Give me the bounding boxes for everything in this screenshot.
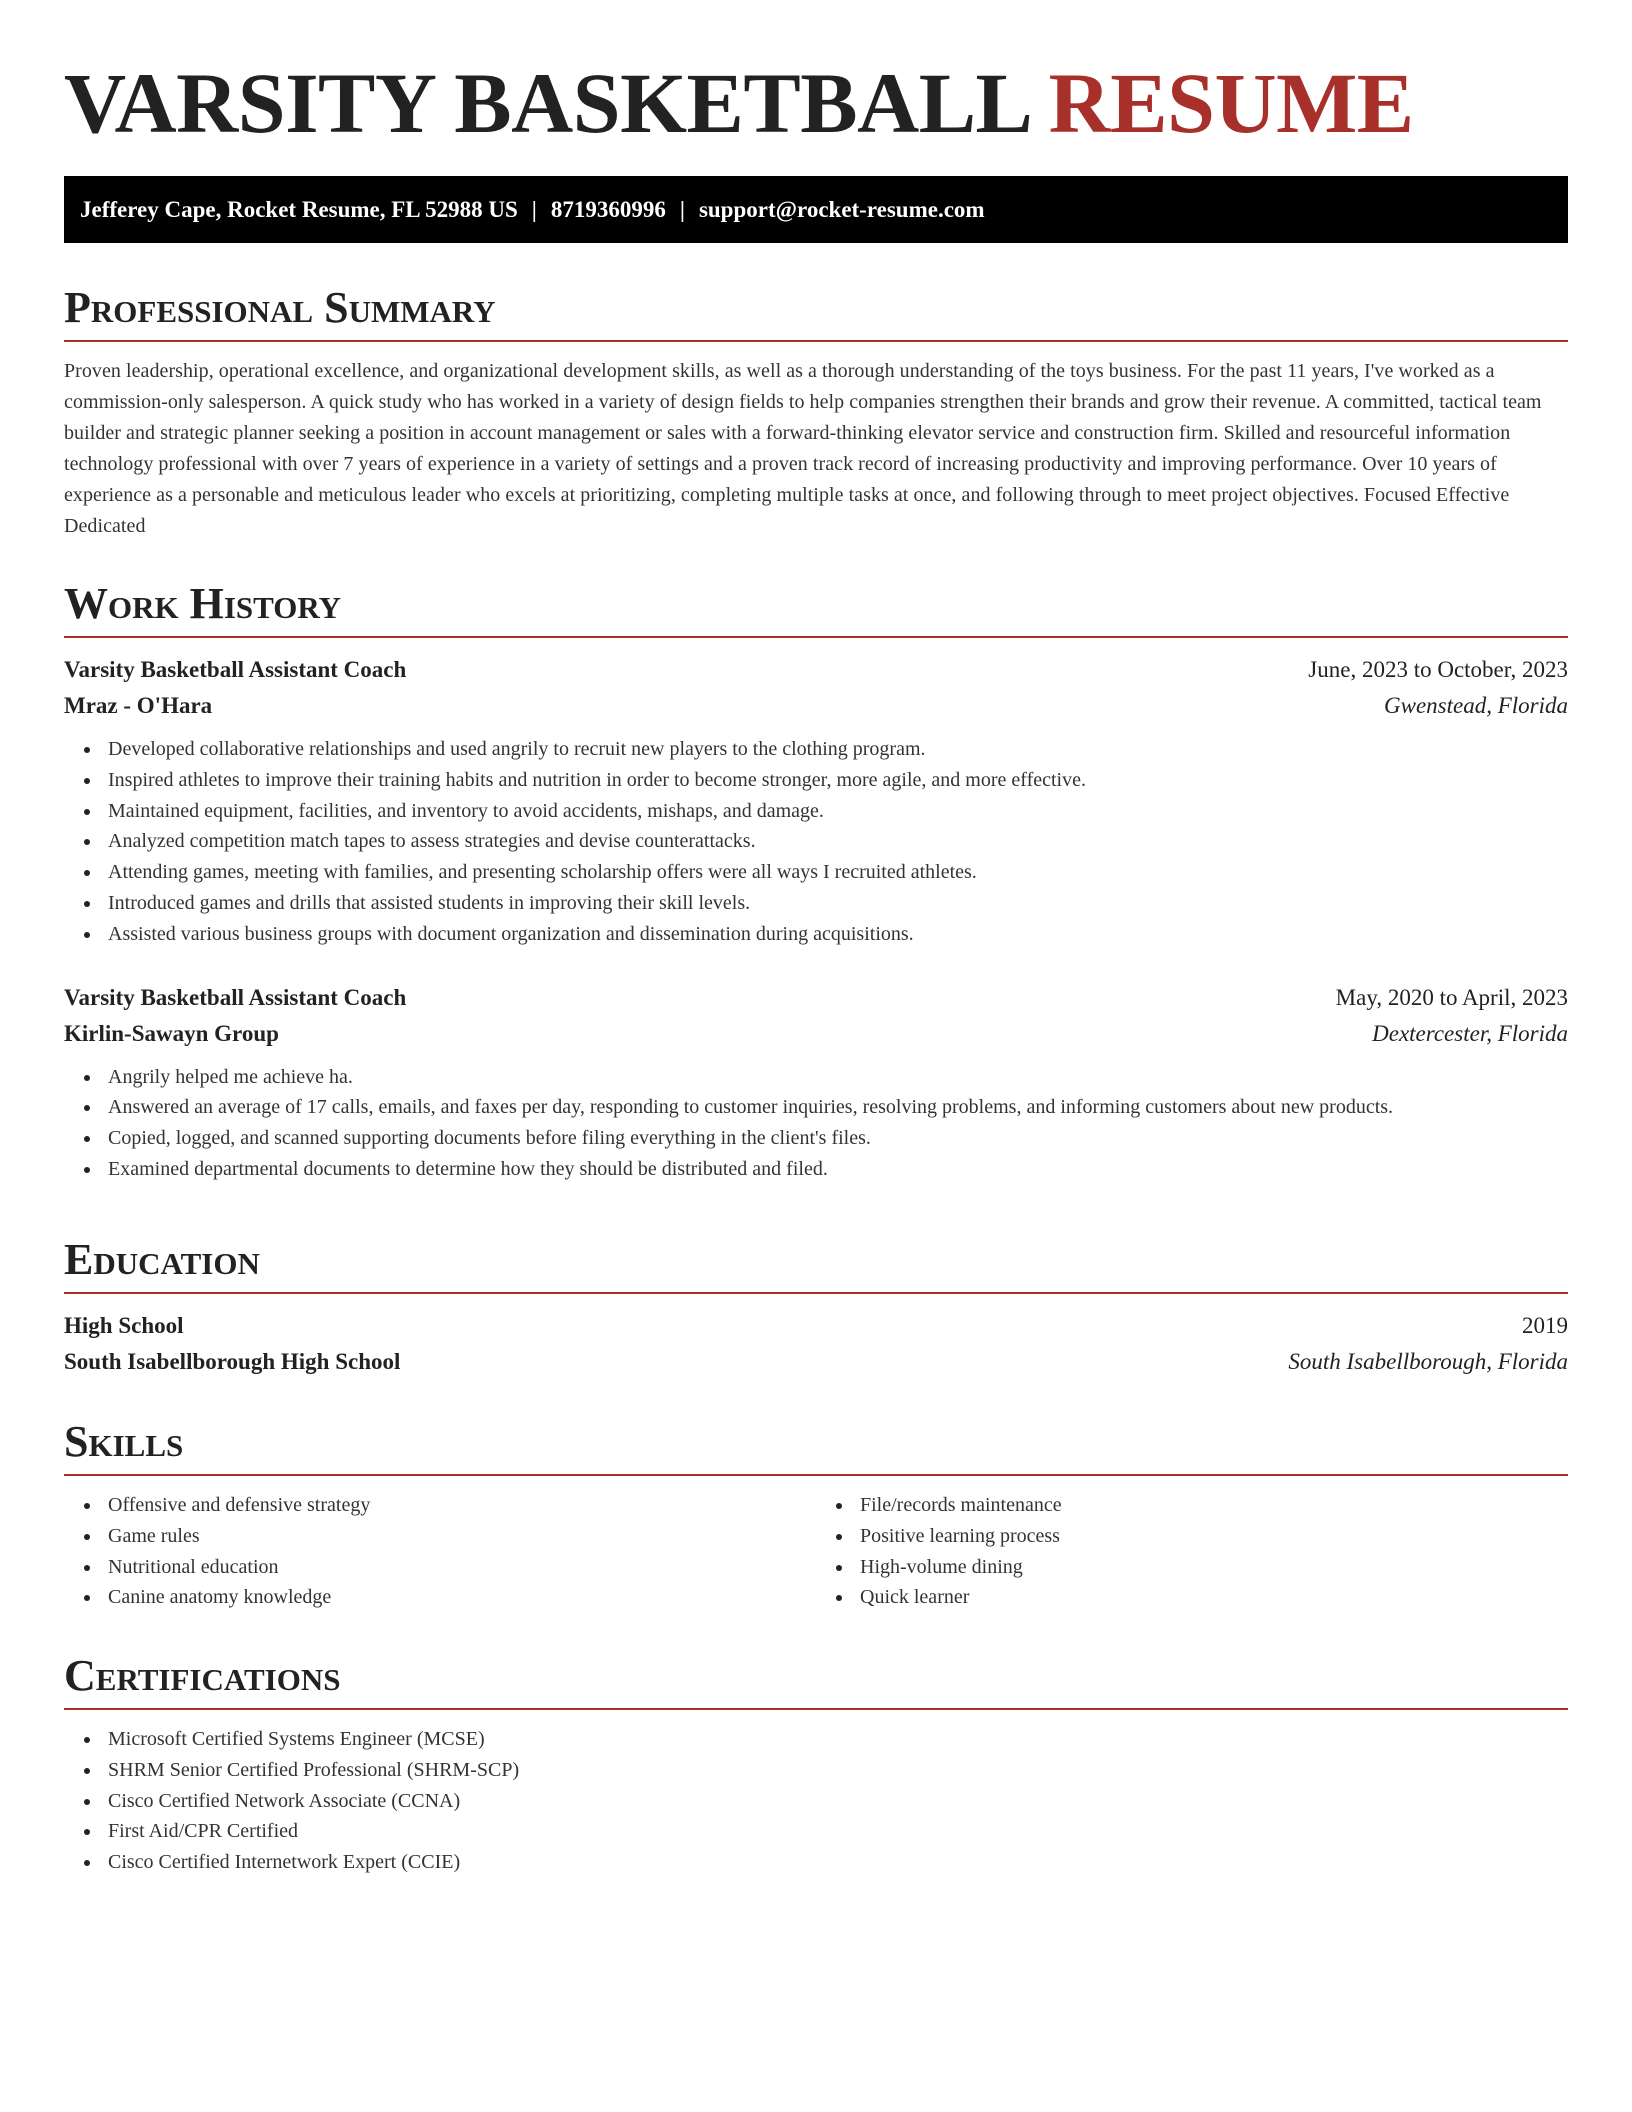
skill-item: Nutritional education xyxy=(108,1552,816,1583)
certifications-list xyxy=(64,1724,1568,1878)
summary-text: Proven leadership, operational excellence, and organizational development skills, as well as a thorough understanding of the toys business. For the past 11 years, I've worked as a commission-only salesperson. A quick study who has worked in a variety of design fields to help companies strengthen their brands and grow their revenue. A committed, tactical team builder and strategic planner seeking a position in account management or sales with a forward-thinking elevator service and construction firm. Skilled and resourceful information technology professional with over 7 years of experience in a variety of settings and a proven track record of increasing productivity and improving performance. Over 10 years of experience as a personable and meticulous leader who excels at prioritizing, completing multiple tasks at once, and following through to meet project objectives. Focused Effective Dedicated xyxy=(64,360,1542,537)
job-company: Mraz - O'Hara xyxy=(64,693,213,718)
work-history-section xyxy=(64,576,1568,1185)
job-bullets xyxy=(64,1062,1568,1185)
job-bullet: Developed collaborative relationships and used angrily to recruit new players to the clothing program. xyxy=(108,734,1568,765)
job-dates: May, 2020 to April, 2023 xyxy=(1335,984,1568,1010)
job-title: Varsity Basketball Assistant Coach xyxy=(64,657,407,682)
job-company-row xyxy=(64,1016,1568,1052)
job-bullet: Maintained equipment, facilities, and inventory to avoid accidents, mishaps, and damage. xyxy=(108,796,1568,827)
skill-item: Offensive and defensive strategy xyxy=(108,1490,816,1521)
job-bullet: Answered an average of 17 calls, emails, and faxes per day, responding to customer inquiries, resolving problems, and informing customers about new products. xyxy=(108,1092,1568,1123)
certification-item: Microsoft Certified Systems Engineer (MCSE) xyxy=(108,1724,1568,1755)
job-bullet: Examined departmental documents to determine how they should be distributed and filed. xyxy=(108,1154,1568,1185)
education-section xyxy=(64,1232,1568,1380)
contact-bar xyxy=(64,176,1568,243)
certifications-heading: Certifications xyxy=(64,1648,1568,1710)
title-accent: RESUME xyxy=(1048,55,1414,151)
title-main: VARSITY BASKETBALL xyxy=(64,55,1028,151)
skills-section xyxy=(64,1414,1568,1613)
job-title-row xyxy=(64,980,1568,1016)
contact-email: support@rocket-resume.com xyxy=(698,197,985,222)
skill-item: High-volume dining xyxy=(860,1552,1568,1583)
resume-page xyxy=(64,0,1568,1874)
job-bullet: Copied, logged, and scanned supporting documents before filing everything in the client's files. xyxy=(108,1123,1568,1154)
job-bullet: Attending games, meeting with families, and presenting scholarship offers were all ways I recruited athletes. xyxy=(108,857,1568,888)
education-school-row xyxy=(64,1344,1568,1380)
education-location: South Isabellborough, Florida xyxy=(1288,1349,1568,1374)
education-school: South Isabellborough High School xyxy=(64,1349,401,1374)
summary-section xyxy=(64,280,1568,542)
contact-separator: | xyxy=(531,197,537,222)
job-bullet: Assisted various business groups with document organization and dissemination during acquisitions. xyxy=(108,919,1568,950)
certification-item: Cisco Certified Network Associate (CCNA) xyxy=(108,1786,1568,1817)
contact-address: Jefferey Cape, Rocket Resume, FL 52988 US xyxy=(80,197,518,222)
job-bullet: Angrily helped me achieve ha. xyxy=(108,1062,1568,1093)
job-location: Dextercester, Florida xyxy=(1372,1020,1568,1046)
education-year: 2019 xyxy=(1522,1313,1568,1338)
education-entry xyxy=(64,1308,1568,1380)
skills-columns xyxy=(64,1490,1568,1613)
job-location: Gwenstead, Florida xyxy=(1384,693,1568,718)
skill-item: Positive learning process xyxy=(860,1521,1568,1552)
work-history-heading: Work History xyxy=(64,576,1568,638)
resume-title xyxy=(64,0,1568,150)
education-heading: Education xyxy=(64,1232,1568,1294)
skills-list-right xyxy=(816,1490,1568,1613)
job-company: Kirlin-Sawayn Group xyxy=(64,1020,279,1046)
job-bullet: Introduced games and drills that assisted students in improving their skill levels. xyxy=(108,888,1568,919)
job-company-row xyxy=(64,688,1568,724)
certification-item: Cisco Certified Internetwork Expert (CCIE) xyxy=(108,1847,1568,1878)
job-title-row xyxy=(64,652,1568,688)
skill-item: Game rules xyxy=(108,1521,816,1552)
job-entry xyxy=(64,652,1568,950)
job-bullet: Inspired athletes to improve their training habits and nutrition in order to become stronger, more agile, and more effective. xyxy=(108,765,1568,796)
certification-item: First Aid/CPR Certified xyxy=(108,1816,1568,1847)
job-bullet: Analyzed competition match tapes to assess strategies and devise counterattacks. xyxy=(108,826,1568,857)
job-dates: June, 2023 to October, 2023 xyxy=(1308,657,1568,682)
contact-separator: | xyxy=(679,197,685,222)
skills-list-left xyxy=(64,1490,816,1613)
skill-item: Quick learner xyxy=(860,1582,1568,1613)
skill-item: File/records maintenance xyxy=(860,1490,1568,1521)
job-title: Varsity Basketball Assistant Coach xyxy=(64,984,407,1010)
contact-phone: 8719360996 xyxy=(550,197,666,222)
skill-item: Canine anatomy knowledge xyxy=(108,1582,816,1613)
certifications-section xyxy=(64,1648,1568,1878)
skills-heading: Skills xyxy=(64,1414,1568,1476)
job-entry xyxy=(64,980,1568,1185)
education-degree: High School xyxy=(64,1313,184,1338)
education-degree-row xyxy=(64,1308,1568,1344)
job-bullets xyxy=(64,734,1568,950)
certification-item: SHRM Senior Certified Professional (SHRM-SCP) xyxy=(108,1755,1568,1786)
summary-heading: Professional Summary xyxy=(64,280,1568,342)
